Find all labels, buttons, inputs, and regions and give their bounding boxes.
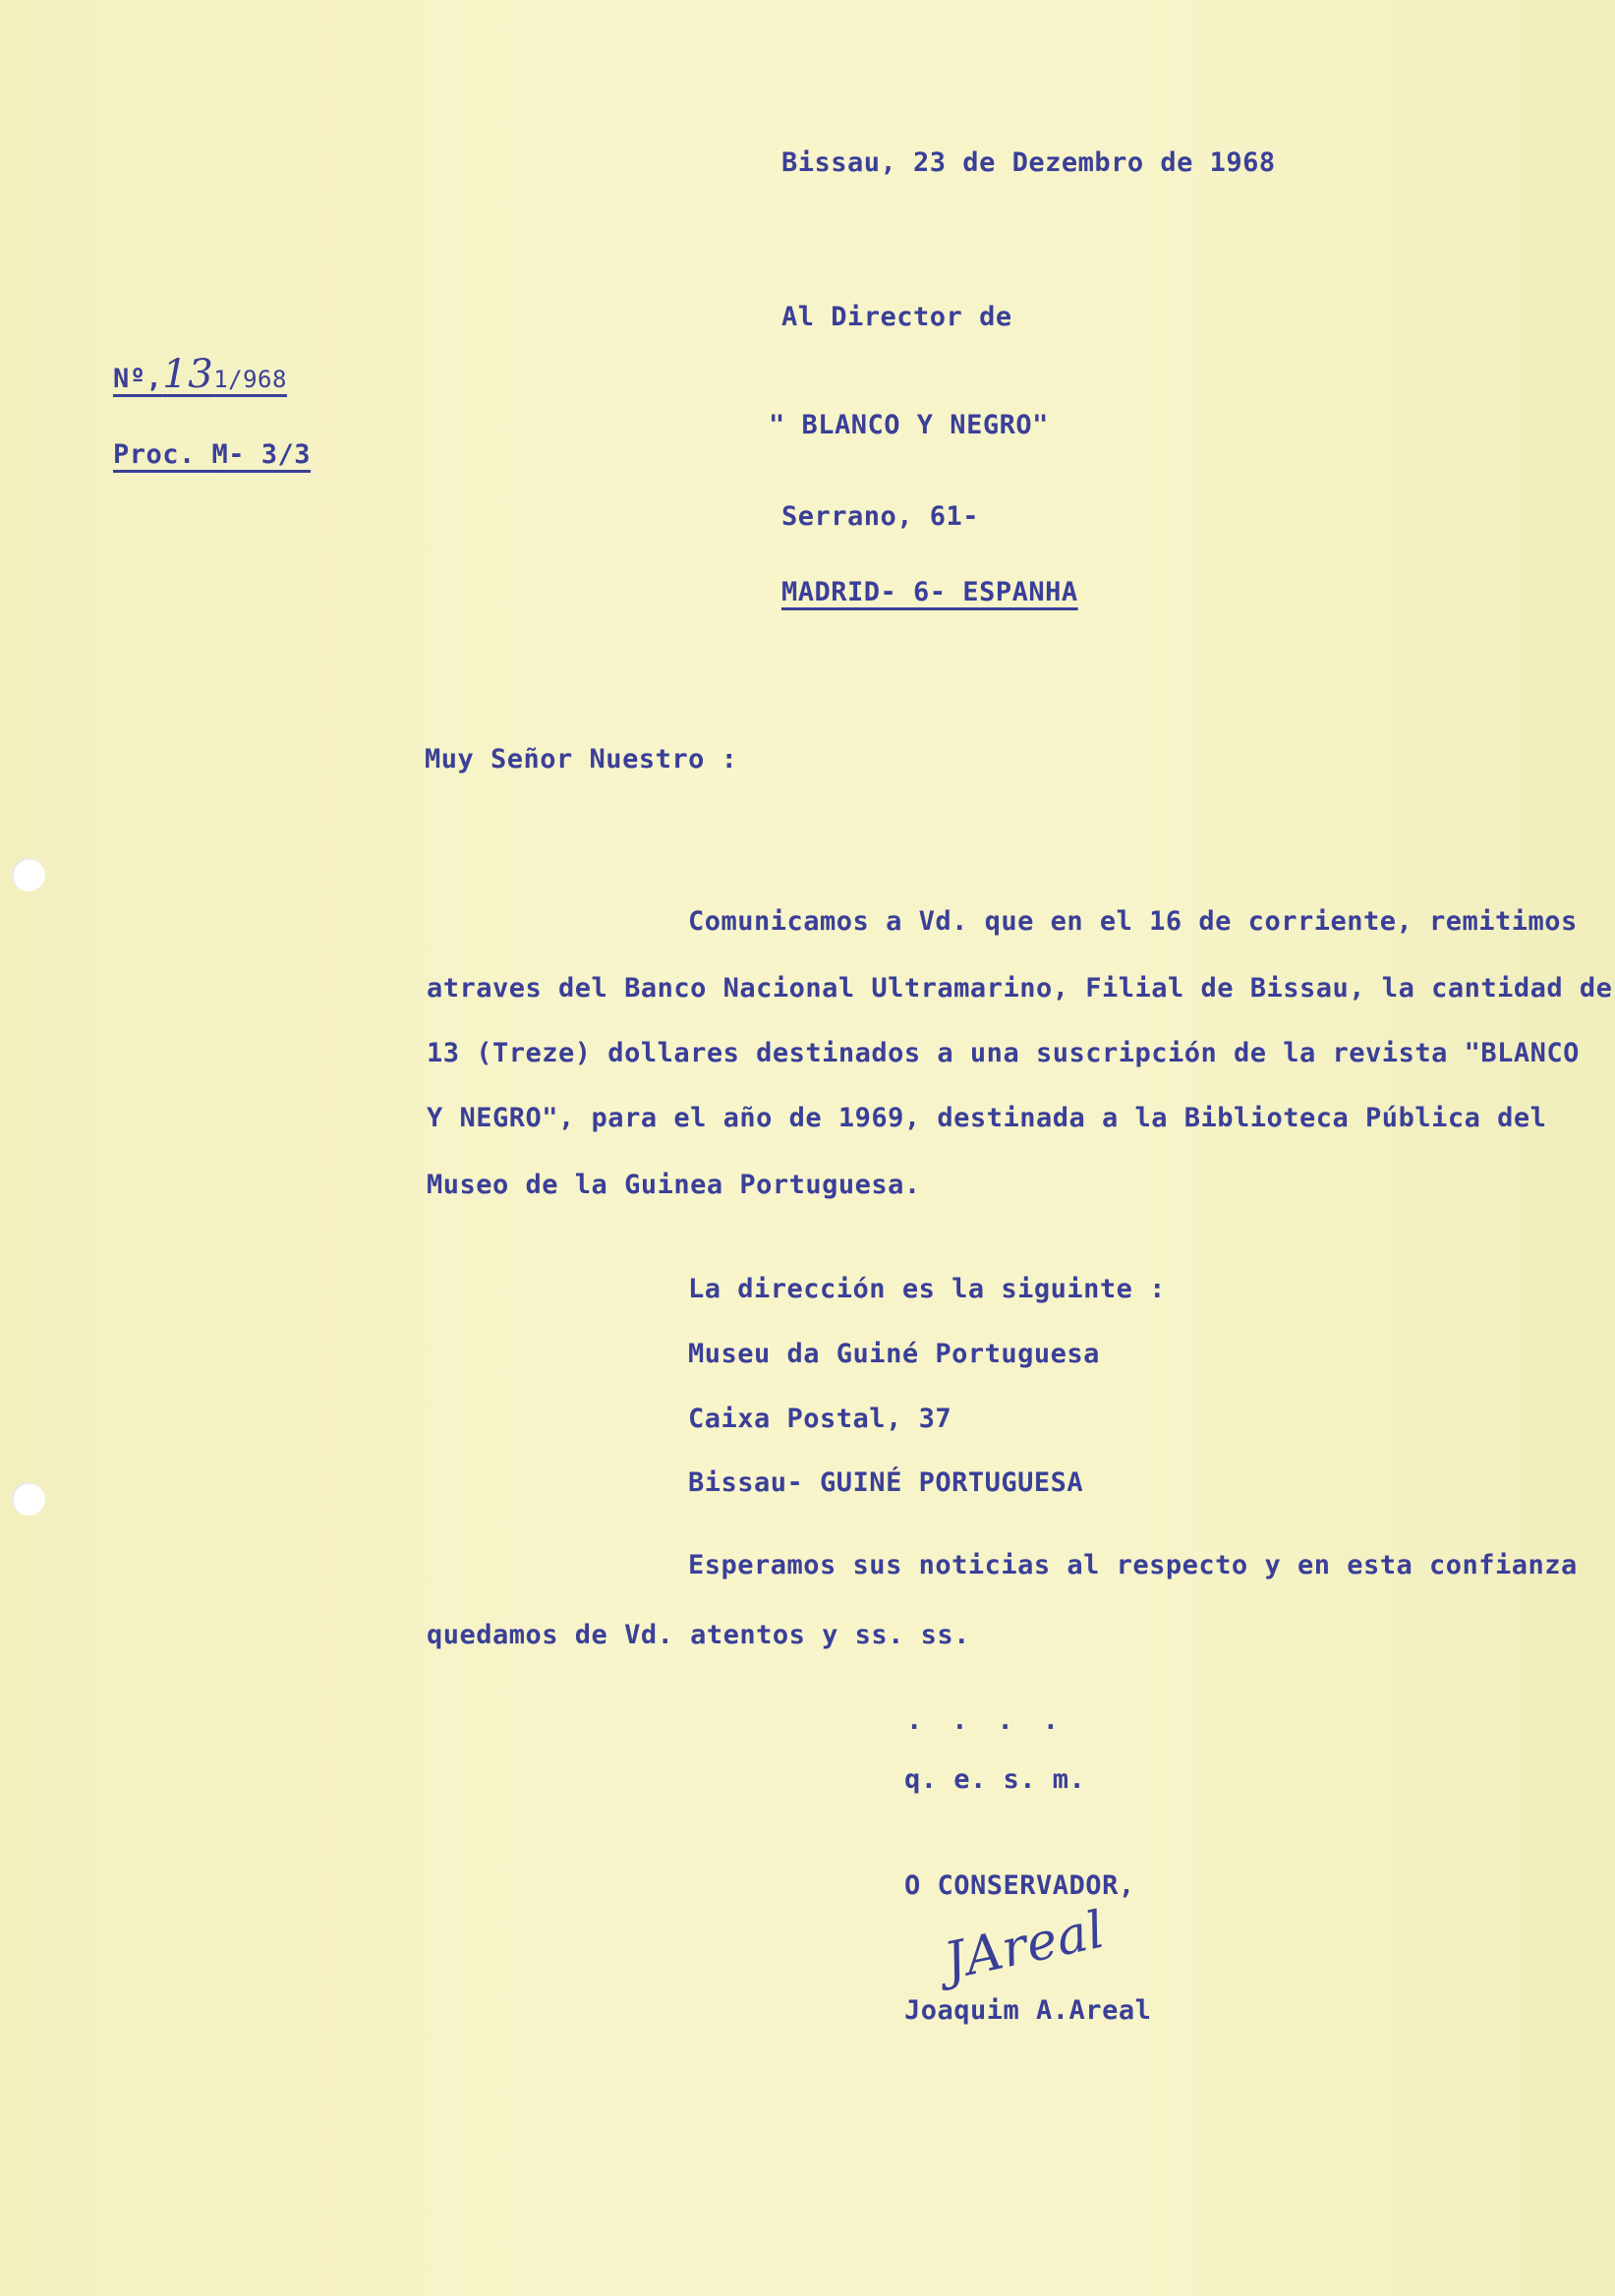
reference-number-handwritten: 13	[162, 352, 214, 397]
recipient-line-1: Al Director de	[781, 302, 1012, 332]
address-line: Caixa Postal, 37	[688, 1404, 952, 1434]
punch-hole	[12, 858, 45, 891]
reference-number	[113, 352, 287, 397]
signatory-title: O CONSERVADOR,	[904, 1870, 1135, 1901]
address-line: Museu da Guiné Portuguesa	[688, 1339, 1100, 1369]
address-line: Bissau- GUINÉ PORTUGUESA	[688, 1467, 1084, 1498]
body-line: Comunicamos a Vd. que en el 16 de corriente, remitimos	[688, 906, 1578, 937]
recipient-line-3: Serrano, 61-	[781, 501, 980, 532]
qesm-closing: q. e. s. m.	[904, 1764, 1086, 1795]
body-line: 13 (Treze) dollares destinados a una suscripción de la revista "BLANCO	[427, 1038, 1580, 1068]
closing-line: quedamos de Vd. atentos y ss. ss.	[427, 1620, 970, 1650]
closing-line: Esperamos sus noticias al respecto y en esta confianza	[688, 1550, 1578, 1580]
salutation: Muy Señor Nuestro :	[425, 744, 738, 775]
body-line: atraves del Banco Nacional Ultramarino, Filial de Bissau, la cantidad de	[427, 973, 1613, 1004]
ellipsis-dots: ....	[906, 1705, 1089, 1736]
process-reference: Proc. M- 3/3	[113, 439, 312, 470]
body-line: Y NEGRO", para el año de 1969, destinada a la Biblioteca Pública del	[427, 1103, 1547, 1133]
date-line: Bissau, 23 de Dezembro de 1968	[781, 147, 1276, 178]
handwritten-signature: JAreal	[939, 1900, 1111, 1992]
address-intro: La dirección es la siguinte :	[688, 1274, 1166, 1304]
body-line: Museo de la Guinea Portuguesa.	[427, 1170, 921, 1200]
reference-number-prefix: Nº,	[113, 364, 163, 394]
reference-number-suffix: 1/968	[213, 366, 287, 393]
punch-hole	[12, 1482, 45, 1516]
recipient-line-2: " BLANCO Y NEGRO"	[769, 410, 1049, 440]
signatory-name: Joaquim A.Areal	[904, 1995, 1152, 2026]
recipient-line-4: MADRID- 6- ESPANHA	[781, 577, 1078, 607]
